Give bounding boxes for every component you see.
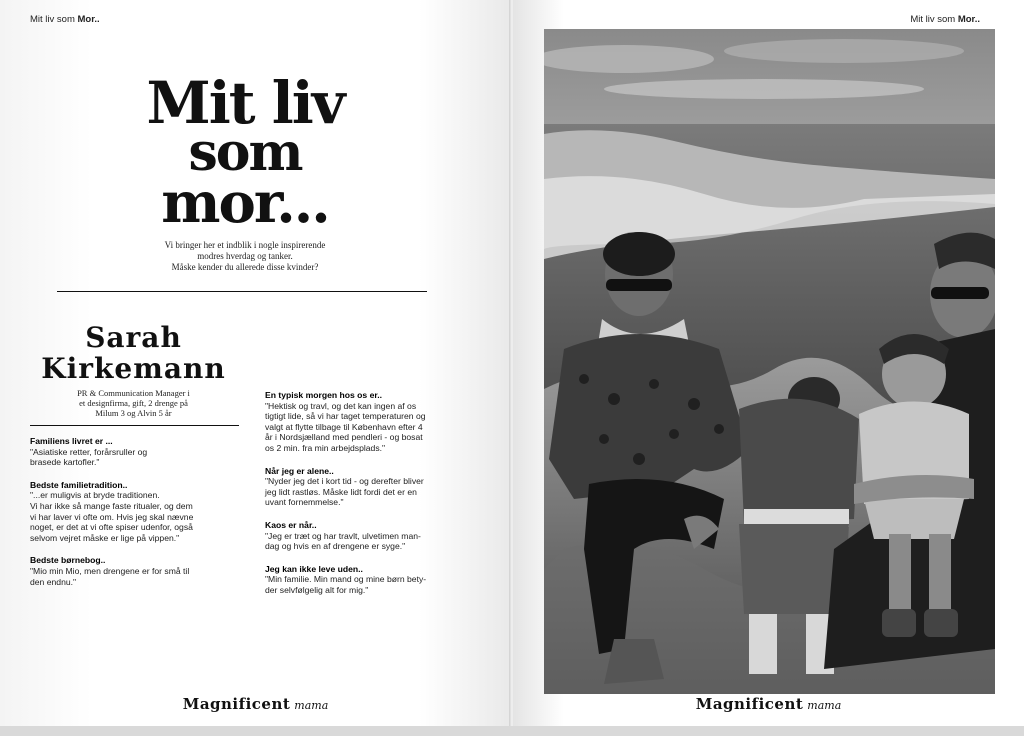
qa-item: En typisk morgen hos os er.. "Hektisk og travl, og det kan ingen af os tigtigt lide, så vi har taget temperaturen og valgt at flytte tilbage til København efter 4 år i Nordsjælland med pendleri - og bosat os 2 min. fra min arbejdsplads.": [265, 390, 426, 453]
right-page: [513, 0, 1024, 726]
qa-item: Familiens livret er ... "Asiatiske retter, forårsruller og brasede kartofler.": [30, 436, 148, 468]
article-title: Mit liv som mor...: [146, 69, 344, 236]
footer-brand-right: Magnificent mama: [695, 695, 842, 713]
article-title-block: [120, 69, 370, 273]
qa-column-right: [265, 390, 487, 608]
left-page: [0, 0, 511, 726]
qa-item: Kaos er når.. "Jeg er træt og har travlt, ulvetimen man- dag og hvis en af drengene er syge.": [265, 519, 421, 552]
qa-item: Bedste børnebog.. "Mio min Mio, men drengene er for små til den endnu.": [30, 555, 190, 587]
qa-item: Bedste familietradition.. "...er muligvis at bryde traditionen. Vi har ikke så mange faste ritualer, og dem vi har laver vi ofte om. Hvis jeg skal nævne noget, er det at vi ofte spiser udenfor, også selvom vejret måske er lige på vippen.": [30, 479, 194, 543]
profile-block: [26, 322, 241, 418]
profile-role: PR & Communication Manager i et designfirma, gift, 2 drenge på Milum 3 og Alvin 5 år: [77, 388, 190, 418]
title-divider: [57, 291, 427, 292]
running-head-right: Mit liv som Mor..: [910, 14, 980, 25]
profile-name: Sarah Kirkemann: [41, 321, 226, 385]
running-head-left: Mit liv som Mor..: [30, 14, 100, 25]
profile-divider: [30, 425, 239, 426]
article-intro: Vi bringer her et indblik i nogle inspirerende modres hverdag og tanker. Måske kender du allerede disse kvinder?: [164, 240, 326, 272]
qa-column-left: [30, 436, 252, 599]
family-photo: [544, 29, 995, 694]
family-photo-illustration: [544, 29, 995, 694]
qa-item: Når jeg er alene.. "Nyder jeg det i kort tid - og derefter bliver jeg lidt rastløs. Måske lidt fordi det er en uvant fornemmelse.": [265, 465, 424, 508]
footer-brand-left: Magnificent mama: [182, 695, 329, 713]
qa-item: Jeg kan ikke leve uden.. "Min familie. Min mand og mine børn bety- der selvfølgelig alt for mig.": [265, 563, 427, 595]
